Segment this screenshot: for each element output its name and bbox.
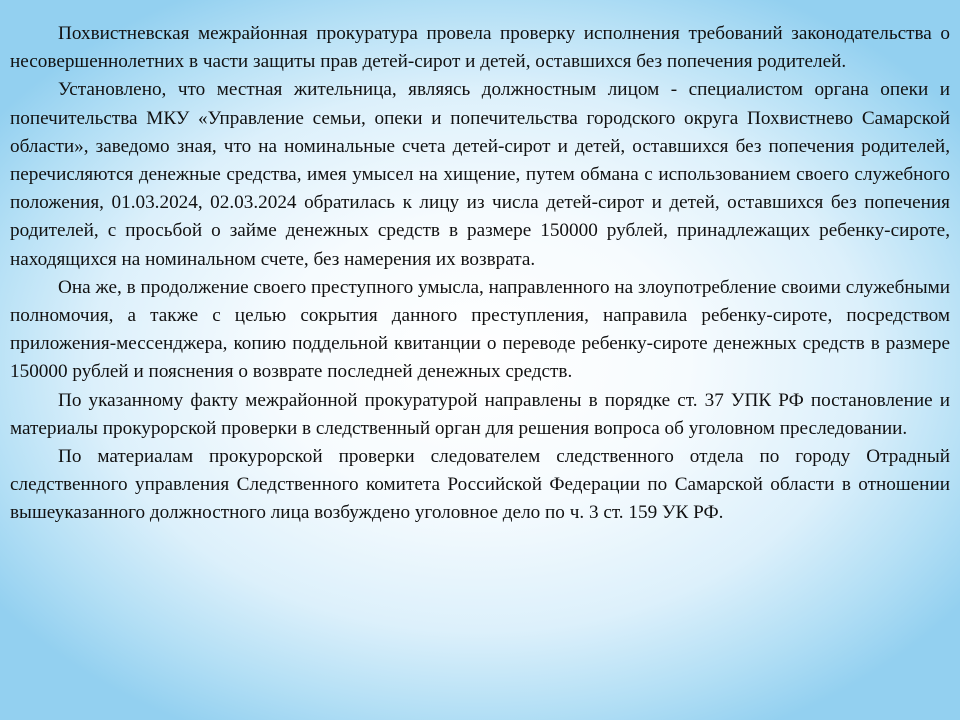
paragraph-findings: Установлено, что местная жительница, являясь должностным лицом - специалистом органа опеки и попечительства МКУ «Управление семьи, опеки и попечительства городского округа Похвистнево Самарской области», заведомо зная, что на номинальные счета детей-сирот и детей, оставшихся без попечения родителей, перечисляются денежные средства, имея умысел на хищение, путем обмана с использованием своего служебного положения, 01.03.2024, 02.03.2024 обратилась к лицу из числа детей-сирот и детей, оставшихся без попечения родителей, с просьбой о займе денежных средств в размере 150000 рублей, принадлежащих ребенку-сироте, находящихся на номинальном счете, без намерения их возврата. <box>10 79 950 270</box>
article-body <box>10 20 950 528</box>
paragraph-referral: По указанному факту межрайонной прокуратурой направлены в порядке ст. 37 УПК РФ постановление и материалы прокурорской проверки в следственный орган для решения вопроса об уголовном преследовании. <box>10 389 950 439</box>
paragraph-concealment: Она же, в продолжение своего преступного умысла, направленного на злоупотребление своими служебными полномочия, а также с целью сокрытия данного преступления, направила ребенку-сироте, посредством приложения-мессенджера, копию поддельной квитанции о переводе ребенку-сироте денежных средств в размере 150000 рублей и пояснения о возврате последней денежных средств. <box>10 276 950 383</box>
paragraph-criminal-case: По материалам прокурорской проверки следователем следственного отдела по городу Отрадный следственного управления Следственного комитета Российской Федерации по Самарской области в отношении вышеуказанного должностного лица возбуждено уголовное дело по ч. 3 ст. 159 УК РФ. <box>10 446 950 524</box>
paragraph-intro: Похвистневская межрайонная прокуратура провела проверку исполнения требований законодательства о несовершеннолетних в части защиты прав детей-сирот и детей, оставшихся без попечения родителей. <box>10 23 950 73</box>
